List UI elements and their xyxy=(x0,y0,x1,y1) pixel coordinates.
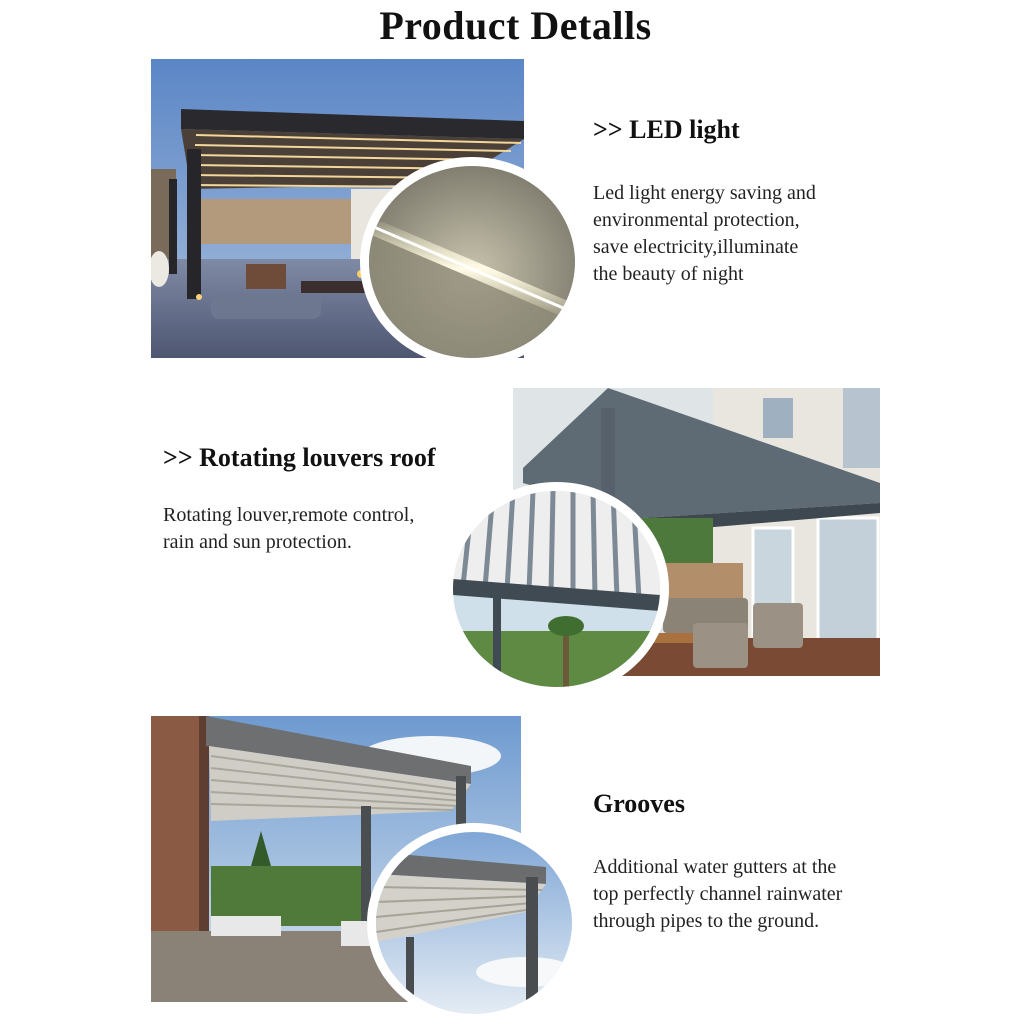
grooves-line: Additional water gutters at the xyxy=(593,856,837,878)
led-light-line: the beauty of night xyxy=(593,263,744,285)
grooves-line: through pipes to the ground. xyxy=(593,910,820,932)
led-light-line: environmental protection, xyxy=(593,209,800,231)
page-title: Product Detalls xyxy=(379,3,652,48)
louver-blades-closeup-circle xyxy=(444,482,669,696)
grooves-heading: Grooves xyxy=(593,789,685,818)
grooves-description xyxy=(593,854,842,935)
led-strip-closeup-circle xyxy=(360,157,584,367)
rotating-louvers-line: Rotating louver,remote control, xyxy=(163,504,415,526)
rotating-louvers-line: rain and sun protection. xyxy=(163,531,352,553)
gutter-closeup-circle xyxy=(367,823,581,1023)
led-light-description xyxy=(593,180,816,288)
led-light-line: Led light energy saving and xyxy=(593,182,816,204)
rotating-louvers-description xyxy=(163,502,414,556)
led-light-line: save electricity,illuminate xyxy=(593,236,799,258)
led-light-heading: >> LED light xyxy=(593,115,740,144)
rotating-louvers-heading: >> Rotating louvers roof xyxy=(163,443,436,472)
grooves-line: top perfectly channel rainwater xyxy=(593,883,843,905)
